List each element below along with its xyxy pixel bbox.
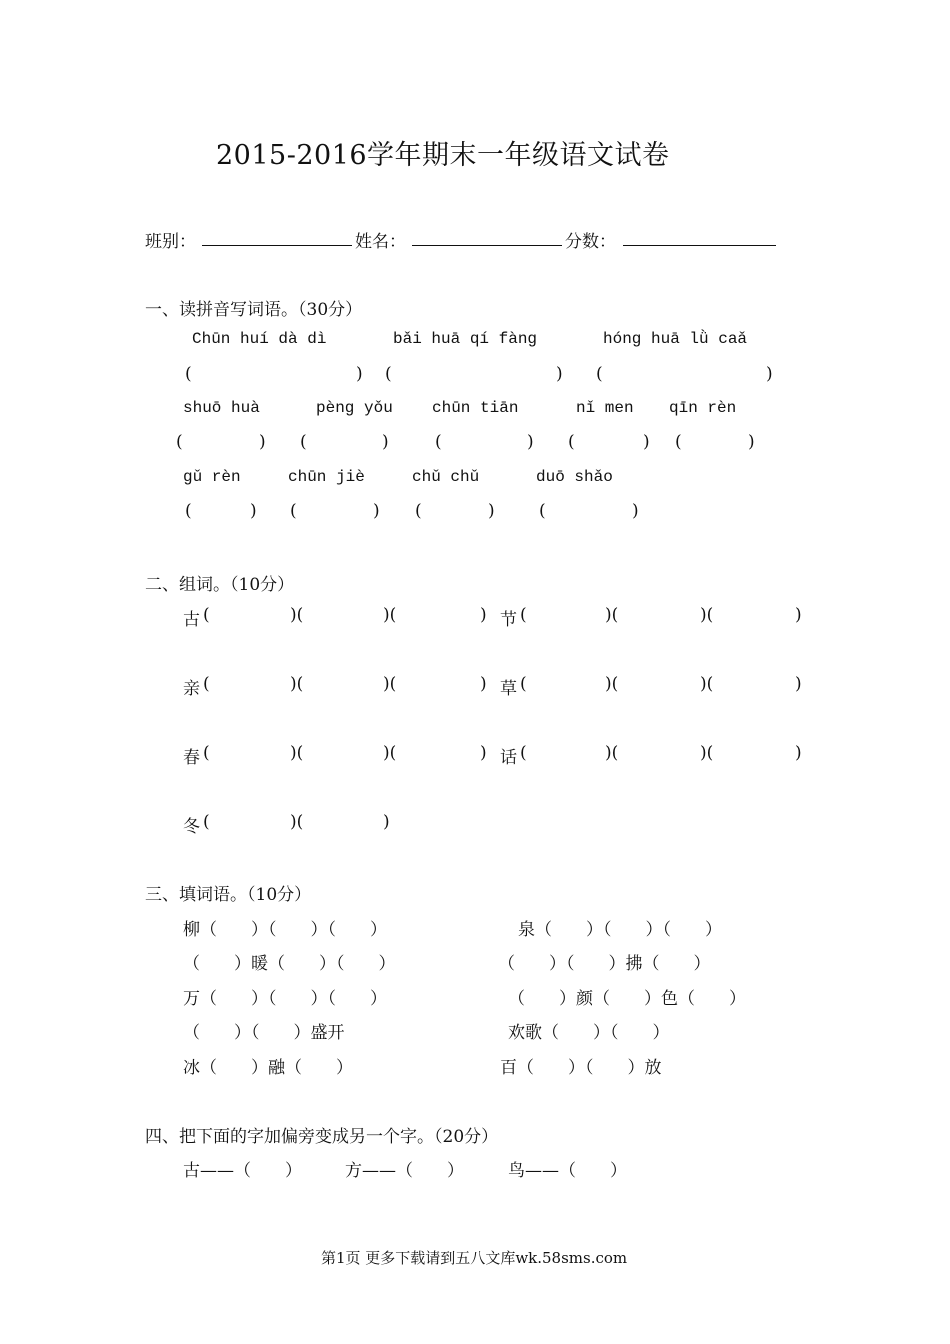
page-title: 2015-2016学年期末一年级语文试卷	[216, 140, 670, 171]
pinyin-item: chūn jiè	[288, 468, 365, 486]
answer-blank[interactable]: )(	[290, 605, 304, 625]
word-char: 春	[183, 748, 200, 768]
section-heading: 一、读拼音写词语。（30分）	[145, 300, 363, 320]
pinyin-item: hóng huā lǜ caǎ	[603, 330, 748, 348]
answer-blank[interactable]: (	[203, 812, 210, 832]
answer-blank[interactable]: )(	[383, 743, 397, 763]
answer-blank-close: )	[480, 743, 487, 763]
score-label: 分数：	[565, 232, 616, 252]
answer-blank[interactable]: )(	[605, 743, 619, 763]
word-char: 古	[183, 610, 200, 630]
section-heading: 四、把下面的字加偏旁变成另一个字。（20分）	[145, 1127, 499, 1147]
pinyin-item: nǐ men	[576, 399, 634, 417]
pinyin-item: gǔ rèn	[183, 468, 241, 486]
score-field[interactable]	[623, 245, 776, 246]
answer-blank-close: )	[488, 501, 495, 521]
answer-blank[interactable]: )(	[700, 605, 714, 625]
answer-blank[interactable]: )(	[290, 743, 304, 763]
answer-blank[interactable]: )(	[700, 743, 714, 763]
radical-item[interactable]: 古——（ ）	[183, 1161, 302, 1181]
answer-blank-close: )	[795, 674, 802, 694]
answer-blank-close: )	[480, 605, 487, 625]
radical-item[interactable]: 鸟——（ ）	[508, 1161, 627, 1181]
answer-blank[interactable]: (	[385, 364, 392, 384]
answer-blank[interactable]: (	[415, 501, 422, 521]
answer-blank[interactable]: )(	[290, 674, 304, 694]
fill-item[interactable]: （ ）（ ）盛开	[183, 1023, 345, 1043]
answer-blank[interactable]: (	[203, 743, 210, 763]
pinyin-item: chǔ chǔ	[412, 468, 480, 486]
class-label: 班别：	[145, 232, 196, 252]
answer-blank-close: )	[643, 432, 650, 452]
answer-blank-close: )	[748, 432, 755, 452]
answer-blank-close: )	[259, 432, 266, 452]
section-heading: 二、组词。（10分）	[145, 575, 295, 595]
answer-blank[interactable]: (	[568, 432, 575, 452]
answer-blank[interactable]: )(	[290, 812, 304, 832]
fill-item[interactable]: 柳（ ）（ ）（ ）	[183, 920, 387, 940]
answer-blank[interactable]: (	[203, 674, 210, 694]
answer-blank-close: )	[382, 432, 389, 452]
answer-blank-close: )	[556, 364, 563, 384]
answer-blank-close: )	[795, 743, 802, 763]
fill-item[interactable]: 泉（ ）（ ）（ ）	[518, 920, 722, 940]
answer-blank[interactable]: (	[290, 501, 297, 521]
answer-blank[interactable]: (	[300, 432, 307, 452]
answer-blank[interactable]: )(	[700, 674, 714, 694]
page-footer: 第1页 更多下载请到五八文库wk.58sms.com	[321, 1249, 628, 1267]
answer-blank[interactable]: (	[520, 605, 527, 625]
fill-item[interactable]: （ ）颜（ ）色（ ）	[508, 989, 746, 1009]
answer-blank-close: )	[250, 501, 257, 521]
answer-blank[interactable]: )(	[383, 674, 397, 694]
pinyin-item: chūn tiān	[432, 399, 519, 417]
answer-blank[interactable]: (	[539, 501, 546, 521]
answer-blank[interactable]: (	[185, 364, 192, 384]
fill-item[interactable]: 欢歌（ ）（ ）	[508, 1023, 670, 1043]
word-char: 话	[500, 748, 517, 768]
fill-item[interactable]: （ ）（ ）拂（ ）	[498, 954, 711, 974]
fill-item[interactable]: （ ）暖（ ）（ ）	[183, 954, 396, 974]
section-heading: 三、填词语。（10分）	[145, 885, 312, 905]
pinyin-item: shuō huà	[183, 399, 260, 417]
answer-blank[interactable]: (	[520, 674, 527, 694]
answer-blank[interactable]: (	[203, 605, 210, 625]
answer-blank[interactable]: )(	[605, 674, 619, 694]
word-char: 冬	[183, 817, 200, 837]
word-char: 草	[500, 679, 517, 699]
radical-item[interactable]: 方——（ ）	[345, 1161, 464, 1181]
answer-blank-close: )	[356, 364, 363, 384]
name-field[interactable]	[412, 245, 562, 246]
answer-blank[interactable]: (	[185, 501, 192, 521]
answer-blank[interactable]: (	[435, 432, 442, 452]
answer-blank[interactable]: (	[520, 743, 527, 763]
fill-item[interactable]: 冰（ ）融（ ）	[183, 1058, 353, 1078]
answer-blank-close: )	[383, 812, 390, 832]
pinyin-item: qīn rèn	[669, 399, 737, 417]
answer-blank-close: )	[632, 501, 639, 521]
answer-blank[interactable]: (	[596, 364, 603, 384]
answer-blank[interactable]: (	[675, 432, 682, 452]
pinyin-item: duō shǎo	[536, 468, 613, 486]
pinyin-item: pèng yǒu	[316, 399, 393, 417]
answer-blank-close: )	[766, 364, 773, 384]
fill-item[interactable]: 百（ ）（ ）放	[500, 1058, 662, 1078]
class-field[interactable]	[202, 245, 352, 246]
answer-blank[interactable]: )(	[383, 605, 397, 625]
answer-blank-close: )	[527, 432, 534, 452]
word-char: 节	[500, 610, 517, 630]
answer-blank-close: )	[795, 605, 802, 625]
answer-blank[interactable]: )(	[605, 605, 619, 625]
answer-blank-close: )	[373, 501, 380, 521]
fill-item[interactable]: 万（ ）（ ）（ ）	[183, 989, 387, 1009]
word-char: 亲	[183, 679, 200, 699]
answer-blank-close: )	[480, 674, 487, 694]
answer-blank[interactable]: (	[176, 432, 183, 452]
pinyin-item: bǎi huā qí fàng	[393, 330, 538, 348]
pinyin-item: Chūn huí dà dì	[192, 330, 327, 348]
name-label: 姓名：	[355, 232, 406, 252]
